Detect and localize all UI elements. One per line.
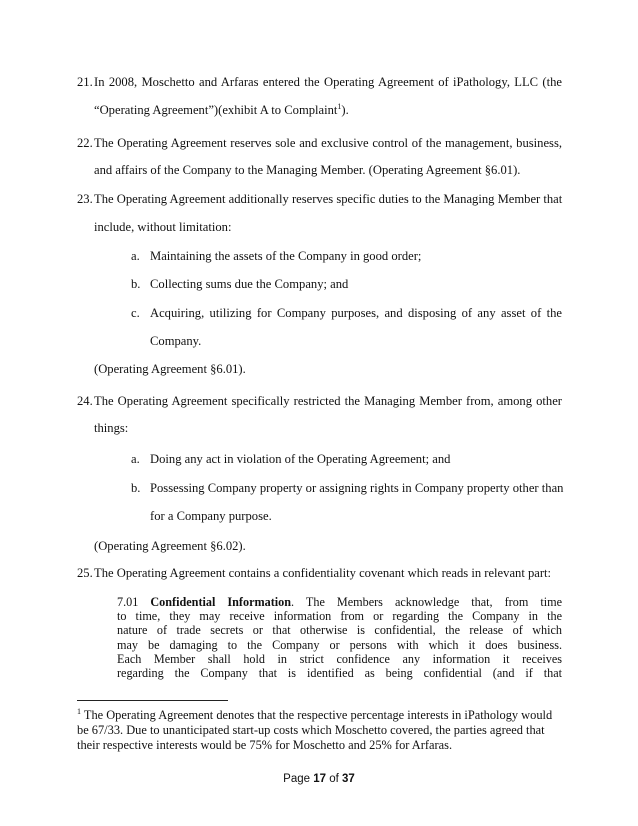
p22-number: 22. — [77, 136, 93, 150]
quote-heading: Confidential Information — [150, 595, 292, 609]
footer-prefix: Page — [283, 773, 314, 785]
p24-cite: (Operating Agreement §6.02). — [94, 539, 246, 553]
p23-item-b-marker: b. — [131, 277, 141, 291]
quote-line2: to time, they may receive information from or regarding the Company in the — [117, 609, 562, 623]
p21-line2-end: ). — [341, 103, 349, 117]
footnote-marker: 1 — [77, 707, 81, 716]
p21-line2 — [94, 103, 349, 118]
p25-line1: The Operating Agreement contains a confidentiality covenant which reads in relevant part: — [94, 566, 552, 580]
footer-current-page: 17 — [313, 773, 327, 785]
p23-item-a-text: Maintaining the assets of the Company in good order; — [150, 249, 422, 263]
p25-number: 25. — [77, 566, 93, 580]
quote-line6: regarding the Company that is identified as being confidential (and if that — [117, 666, 562, 680]
p24-item-b-marker: b. — [131, 481, 141, 495]
footnote-line1-text: The Operating Agreement denotes that the respective percentage interests in iPathology would — [83, 708, 553, 722]
quote-line1-text: . The Members acknowledge that, from time — [291, 595, 562, 609]
p23-item-c-cont: Company. — [150, 334, 202, 348]
quote-line3: nature of trade secrets or that otherwise is confidential, the release of which — [117, 623, 562, 637]
p24-line1: The Operating Agreement specifically restricted the Managing Member from, among other — [94, 394, 562, 408]
footnote-line3: their respective interests would be 75% for Moschetto and 25% for Arfaras. — [77, 738, 453, 752]
p22-line2: and affairs of the Company to the Managing Member. (Operating Agreement §6.01). — [94, 163, 521, 177]
footnote-line2: be 67/33. Due to unanticipated start-up costs which Moschetto covered, the parties agreed that — [77, 723, 545, 737]
p24-item-a-text: Doing any act in violation of the Operating Agreement; and — [150, 452, 451, 466]
p23-line1: The Operating Agreement additionally reserves specific duties to the Managing Member that — [94, 192, 563, 206]
p23-cite: (Operating Agreement §6.01). — [94, 362, 246, 376]
p23-line2: include, without limitation: — [94, 220, 232, 234]
p21-number: 21. — [77, 75, 93, 89]
footer-total-pages: 37 — [342, 773, 355, 785]
p23-item-a-marker: a. — [131, 249, 140, 263]
footnote-separator — [77, 700, 228, 701]
p21-line1: In 2008, Moschetto and Arfaras entered the Operating Agreement of iPathology, LLC (the — [94, 75, 562, 89]
quote-line1 — [117, 595, 562, 610]
p24-number: 24. — [77, 394, 93, 408]
p24-item-b-text: Possessing Company property or assigning rights in Company property other than — [150, 481, 564, 495]
p23-item-c-marker: c. — [131, 306, 140, 320]
quote-line5: Each Member shall hold in strict confidence any information it receives — [117, 652, 562, 666]
p24-item-b-cont: for a Company purpose. — [150, 509, 272, 523]
p21-line2-text: “Operating Agreement”)(exhibit A to Complaint — [94, 103, 338, 117]
p24-item-a-marker: a. — [131, 452, 140, 466]
footnote-line1 — [77, 708, 562, 723]
quote-section: 7.01 — [117, 595, 139, 609]
footer-of: of — [326, 773, 343, 785]
p22-line1: The Operating Agreement reserves sole and exclusive control of the management, business, — [94, 136, 562, 150]
footnote-ref[interactable]: 1 — [337, 102, 342, 111]
p23-item-b-text: Collecting sums due the Company; and — [150, 277, 349, 291]
p24-line2: things: — [94, 421, 129, 435]
p23-number: 23. — [77, 192, 93, 206]
quote-line4: may be damaging to the Company or persons with which it does business. — [117, 638, 562, 652]
page-number-footer — [0, 773, 638, 785]
p23-item-c-text: Acquiring, utilizing for Company purposes, and disposing of any asset of the — [150, 306, 562, 320]
